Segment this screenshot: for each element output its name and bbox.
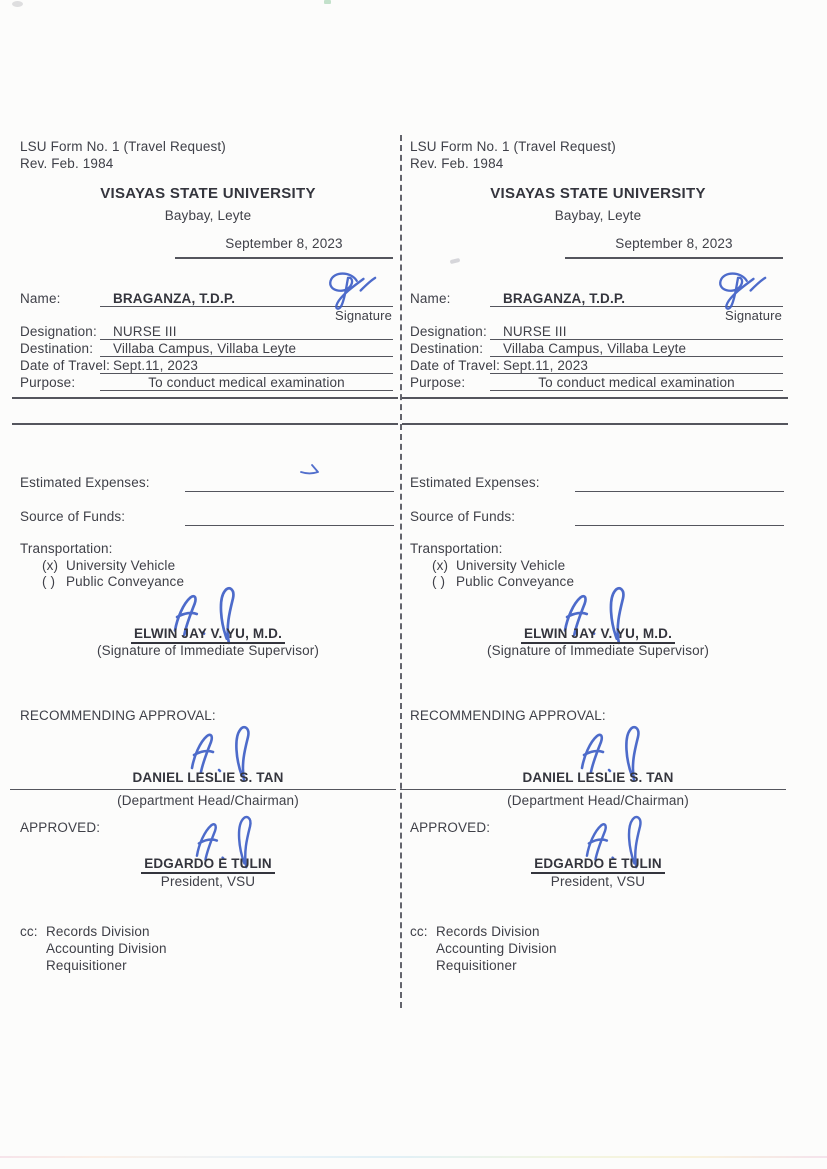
option-label: Public Conveyance [66,574,185,589]
designation-label: Designation: [410,324,487,339]
estimated-expenses-label: Estimated Expenses: [410,475,540,490]
destination-label: Destination: [20,341,94,356]
signature-caption: Signature [725,308,782,323]
department-head-name: DANIEL LESLIE S. TAN [132,770,284,785]
designation-field-row [20,324,396,341]
cc-item: Requisitioner [46,958,127,973]
requester-signature-ink [708,269,770,312]
section-divider-line [402,397,788,399]
destination-value: Villaba Campus, Villaba Leyte [113,341,297,356]
date-field [175,236,393,259]
underline [100,373,393,374]
transportation-label: Transportation: [20,541,113,556]
date-of-travel-value: Sept.11, 2023 [503,358,589,373]
form-number: LSU Form No. 1 (Travel Request) [410,139,616,154]
source-of-funds-blank-line [575,509,784,526]
designation-field-row [410,324,786,341]
president-name: EDGARDO E TULIN [20,856,396,871]
department-head-name: DANIEL LESLIE S. TAN [522,770,674,785]
underline [490,390,783,391]
underline [100,390,393,391]
section-divider-line [12,397,398,399]
supervisor-name: ELWIN JAY V. YU, M.D. [20,626,396,641]
supervisor-name: ELWIN JAY V. YU, M.D. [410,626,786,641]
source-of-funds-label: Source of Funds: [410,509,516,524]
date-value: September 8, 2023 [615,236,733,251]
date-field [565,236,783,259]
date-of-travel-field-row [20,358,396,375]
date-of-travel-field-row [410,358,786,375]
estimated-expenses-blank-line [185,475,394,492]
cc-item: Accounting Division [436,941,557,956]
name-label: Name: [20,291,61,306]
approved-label: APPROVED: [410,820,491,835]
purpose-field-row [410,375,786,392]
checkbox-mark: (x) [432,558,449,573]
name-label: Name: [410,291,451,306]
form-copy-right [410,139,786,979]
purpose-value: To conduct medical examination [538,375,735,390]
form-revision: Rev. Feb. 1984 [410,156,504,171]
university-location: Baybay, Leyte [554,208,642,223]
estimated-expenses-label: Estimated Expenses: [20,475,150,490]
date-of-travel-label: Date of Travel: [20,358,111,373]
destination-value: Villaba Campus, Villaba Leyte [503,341,687,356]
supervisor-title: (Signature of Immediate Supervisor) [486,643,710,658]
destination-label: Destination: [410,341,484,356]
cc-item: Accounting Division [46,941,167,956]
date-of-travel-label: Date of Travel: [410,358,501,373]
estimated-expenses-blank-line [575,475,784,492]
purpose-label: Purpose: [20,375,76,390]
scan-smudge [450,258,461,264]
transportation-label: Transportation: [410,541,503,556]
option-label: Public Conveyance [456,574,575,589]
signature-caption: Signature [335,308,392,323]
source-of-funds-blank-line [185,509,394,526]
name-value: BRAGANZA, T.D.P. [113,291,236,306]
designation-value: NURSE III [113,324,177,339]
checkbox-mark: ( ) [432,574,446,589]
underline [100,356,393,357]
cc-item: Records Division [46,924,150,939]
transportation-option-university-vehicle [432,558,565,573]
university-name: VISAYAS STATE UNIVERSITY [490,185,706,202]
option-label: University Vehicle [66,558,176,573]
purpose-field-row [20,375,396,392]
option-label: University Vehicle [456,558,566,573]
supervisor-title: (Signature of Immediate Supervisor) [96,643,320,658]
cc-label: cc: [20,924,38,939]
president-title: President, VSU [160,874,256,889]
signature-rule-line [10,789,396,790]
scan-green-mark [324,0,331,4]
destination-field-row [20,341,396,358]
designation-value: NURSE III [503,324,567,339]
section-divider-line [12,423,398,425]
cc-label: cc: [410,924,428,939]
cut-line-divider [400,135,402,1008]
name-value: BRAGANZA, T.D.P. [503,291,626,306]
designation-label: Designation: [20,324,97,339]
transportation-option-university-vehicle [42,558,175,573]
checkbox-mark: ( ) [42,574,56,589]
form-revision: Rev. Feb. 1984 [20,156,114,171]
university-name: VISAYAS STATE UNIVERSITY [100,185,316,202]
checkbox-mark: (x) [42,558,59,573]
cc-item: Records Division [436,924,540,939]
form-copy-left [20,139,396,979]
date-value: September 8, 2023 [225,236,343,251]
source-of-funds-label: Source of Funds: [20,509,126,524]
scanner-edge-artifact [0,1156,827,1158]
underline [490,339,783,340]
university-location: Baybay, Leyte [164,208,252,223]
purpose-value: To conduct medical examination [148,375,345,390]
destination-field-row [410,341,786,358]
department-head-title: (Department Head/Chairman) [117,793,299,808]
president-title: President, VSU [550,874,646,889]
purpose-label: Purpose: [410,375,466,390]
approved-label: APPROVED: [20,820,101,835]
president-name: EDGARDO E TULIN [410,856,786,871]
scan-smudge [12,1,23,7]
underline [490,356,783,357]
signature-rule-line [400,789,786,790]
section-divider-line [402,423,788,425]
cc-item: Requisitioner [436,958,517,973]
requester-signature-ink [318,269,380,312]
underline [490,373,783,374]
recommending-approval-label: RECOMMENDING APPROVAL: [20,708,216,723]
underline [100,339,393,340]
date-of-travel-value: Sept.11, 2023 [113,358,199,373]
recommending-approval-label: RECOMMENDING APPROVAL: [410,708,606,723]
form-number: LSU Form No. 1 (Travel Request) [20,139,226,154]
department-head-title: (Department Head/Chairman) [507,793,689,808]
